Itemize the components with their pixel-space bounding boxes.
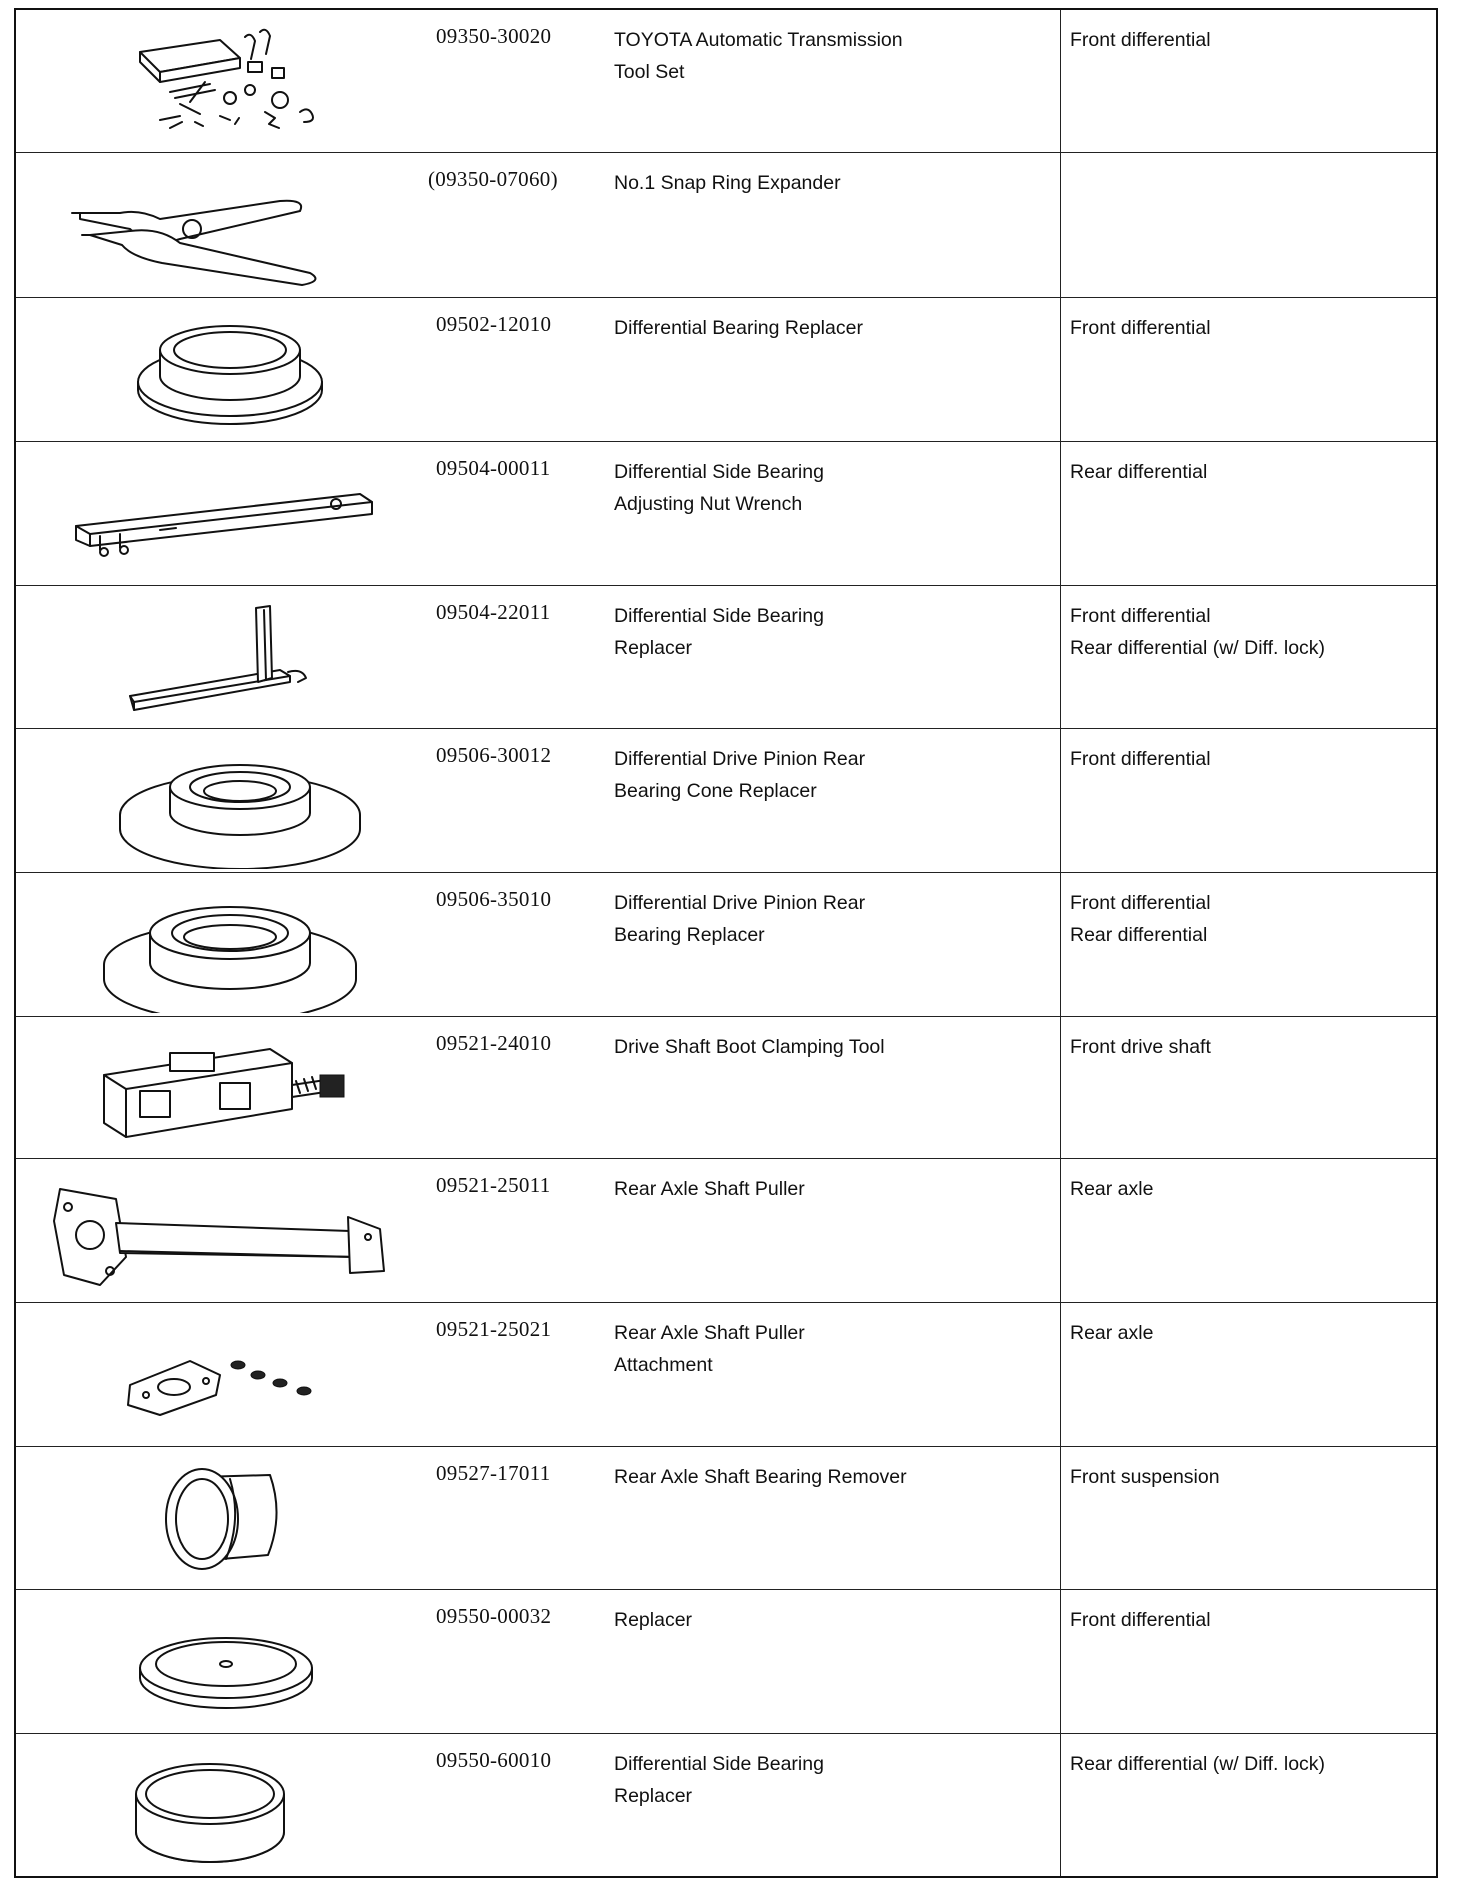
table-row xyxy=(16,873,1436,1017)
usage-note xyxy=(1070,312,1430,344)
axle-shaft-puller-icon xyxy=(20,1161,420,1299)
table-row xyxy=(16,1447,1436,1590)
tool-name-line: No.1 Snap Ring Expander xyxy=(614,172,841,194)
pinion-bearing-replacer-icon xyxy=(20,875,420,1013)
part-number: 09550-00032 xyxy=(436,1604,552,1628)
tool-name-line: Differential Side Bearing xyxy=(614,605,824,627)
tool-name xyxy=(614,1317,1054,1381)
usage-line: Rear axle xyxy=(1070,1178,1154,1200)
usage-note xyxy=(1070,1031,1430,1063)
part-number: 09521-24010 xyxy=(436,1031,552,1055)
part-number: (09350-07060) xyxy=(428,167,558,191)
boot-clamping-tool-icon xyxy=(20,1019,420,1157)
usage-note xyxy=(1070,456,1430,488)
usage-line: Front suspension xyxy=(1070,1466,1220,1488)
tool-name-line: Differential Drive Pinion Rear xyxy=(614,892,866,914)
usage-note xyxy=(1070,743,1430,775)
table-row xyxy=(16,1159,1436,1303)
part-number: 09527-17011 xyxy=(436,1461,551,1485)
bearing-remover-icon xyxy=(20,1449,420,1587)
tool-name xyxy=(614,743,1054,807)
tool-name xyxy=(614,1461,1054,1493)
tool-name xyxy=(614,456,1054,520)
table-row xyxy=(16,586,1436,729)
bearing-replacer-ring-icon xyxy=(20,300,420,438)
part-number: 09521-25021 xyxy=(436,1317,552,1341)
tool-name xyxy=(614,167,1054,199)
usage-note xyxy=(1070,887,1430,951)
tool-name-line: Replacer xyxy=(614,1609,693,1631)
part-number: 09506-30012 xyxy=(436,743,552,767)
tool-name-line: Replacer xyxy=(614,1785,693,1807)
usage-line: Front differential xyxy=(1070,29,1211,51)
snap-ring-expander-icon xyxy=(20,155,420,293)
tool-name-line: Tool Set xyxy=(614,61,685,83)
usage-note xyxy=(1070,1317,1430,1349)
cone-replacer-icon xyxy=(20,731,420,869)
tool-name xyxy=(614,887,1054,951)
tool-name-line: Differential Drive Pinion Rear xyxy=(614,748,866,770)
table-row xyxy=(16,442,1436,586)
special-tools-table xyxy=(14,8,1438,1878)
nut-wrench-icon xyxy=(20,444,420,582)
tool-name-line: Rear Axle Shaft Puller xyxy=(614,1322,805,1344)
usage-note xyxy=(1070,600,1430,664)
part-number: 09504-22011 xyxy=(436,600,551,624)
tool-name-line: Differential Side Bearing xyxy=(614,1753,824,1775)
tool-name xyxy=(614,600,1054,664)
usage-line: Front drive shaft xyxy=(1070,1036,1211,1058)
part-number: 09550-60010 xyxy=(436,1748,552,1772)
part-number: 09521-25011 xyxy=(436,1173,551,1197)
tool-name xyxy=(614,1748,1054,1812)
usage-line: Front differential xyxy=(1070,605,1211,627)
tool-name-line: Adjusting Nut Wrench xyxy=(614,493,803,515)
usage-note xyxy=(1070,1748,1430,1780)
usage-line: Front differential xyxy=(1070,1609,1211,1631)
usage-line: Front differential xyxy=(1070,317,1211,339)
tool-name-line: Rear Axle Shaft Bearing Remover xyxy=(614,1466,907,1488)
table-row xyxy=(16,1590,1436,1734)
table-row xyxy=(16,153,1436,298)
tool-name-line: Differential Bearing Replacer xyxy=(614,317,863,339)
usage-line: Rear axle xyxy=(1070,1322,1154,1344)
table-row xyxy=(16,729,1436,873)
table-row xyxy=(16,10,1436,153)
tool-name-line: Drive Shaft Boot Clamping Tool xyxy=(614,1036,885,1058)
usage-note xyxy=(1070,1461,1430,1493)
part-number: 09506-35010 xyxy=(436,887,552,911)
tool-name-line: Attachment xyxy=(614,1354,713,1376)
tool-name-line: Replacer xyxy=(614,637,693,659)
table-row xyxy=(16,1303,1436,1447)
usage-line: Rear differential (w/ Diff. lock) xyxy=(1070,637,1326,659)
tool-name xyxy=(614,312,1054,344)
tool-name-line: Bearing Replacer xyxy=(614,924,765,946)
tool-name-line: TOYOTA Automatic Transmission xyxy=(614,29,903,51)
usage-line: Front differential xyxy=(1070,892,1211,914)
usage-line: Front differential xyxy=(1070,748,1211,770)
part-number: 09502-12010 xyxy=(436,312,552,336)
part-number: 09504-00011 xyxy=(436,456,551,480)
usage-line: Rear differential (w/ Diff. lock) xyxy=(1070,1753,1326,1775)
puller-attachment-icon xyxy=(20,1305,420,1443)
tool-name-line: Rear Axle Shaft Puller xyxy=(614,1178,805,1200)
tool-name xyxy=(614,1604,1054,1636)
table-row xyxy=(16,1734,1436,1878)
part-number: 09350-30020 xyxy=(436,24,552,48)
tool-name xyxy=(614,1031,1054,1063)
usage-note xyxy=(1070,24,1430,56)
usage-line: Rear differential xyxy=(1070,461,1208,483)
side-bearing-ring-icon xyxy=(20,1736,420,1874)
table-row xyxy=(16,298,1436,442)
replacer-disc-icon xyxy=(20,1592,420,1730)
tool-name-line: Differential Side Bearing xyxy=(614,461,824,483)
tool-name xyxy=(614,24,1054,88)
tool-set-icon xyxy=(20,12,420,150)
usage-line: Rear differential xyxy=(1070,924,1208,946)
usage-note xyxy=(1070,1604,1430,1636)
table-row xyxy=(16,1017,1436,1159)
tool-name xyxy=(614,1173,1054,1205)
tool-name-line: Bearing Cone Replacer xyxy=(614,780,817,802)
side-bearing-replacer-icon xyxy=(20,588,420,726)
usage-note xyxy=(1070,1173,1430,1205)
